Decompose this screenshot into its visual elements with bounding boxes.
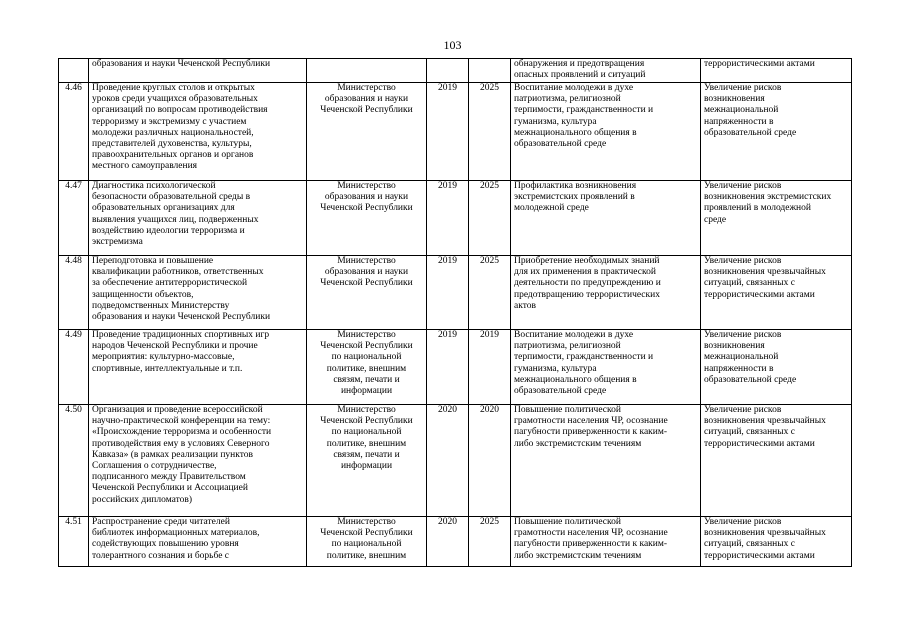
activity-cell: Переподготовка и повышение квалификации работников, ответственных за обеспечение антитеррористической защищенности объектов, подведомственных Министерству образования и науки Чеченской Республики bbox=[89, 256, 307, 330]
end-year-cell: 2025 bbox=[469, 256, 511, 330]
row-number: 4.47 bbox=[59, 181, 89, 256]
risk-cell: Увеличение рисков возникновения чрезвычайных ситуаций, связанных с террористическими актами bbox=[701, 517, 852, 567]
table-row bbox=[59, 405, 852, 517]
activity-cell: Диагностика психологической безопасности образовательной среды в образовательных организациях для выявления учащихся лиц, подверженных воздействию идеологии терроризма и экстремизма bbox=[89, 181, 307, 256]
executor-cell: Министерство образования и науки Чеченской Республики bbox=[307, 256, 427, 330]
executor-cell: Министерство образования и науки Чеченской Республики bbox=[307, 181, 427, 256]
table-row bbox=[59, 59, 852, 83]
executor-cell: Министерство образования и науки Чеченской Республики bbox=[307, 83, 427, 181]
row-number: 4.49 bbox=[59, 330, 89, 405]
result-cell: Воспитание молодежи в духе патриотизма, религиозной терпимости, гражданственности и гуманизма, культура межнационального общения в образовательной среде bbox=[511, 83, 701, 181]
end-year-cell: 2025 bbox=[469, 517, 511, 567]
page-number: 103 bbox=[443, 38, 462, 52]
table-row bbox=[59, 330, 852, 405]
activity-cell: Организация и проведение всероссийской научно-практической конференции на тему: «Происхождение терроризма и особенности противодействия ему в условиях Северного Кавказа» (в рамках реализации пунктов Соглашения о сотрудничестве, подписанного между Правительством Чеченской Республики и Ассоциацией российских дипломатов) bbox=[89, 405, 307, 517]
measures-table bbox=[58, 58, 852, 567]
end-year-cell: 2025 bbox=[469, 181, 511, 256]
start-year-cell: 2019 bbox=[427, 256, 469, 330]
start-year-cell: 2019 bbox=[427, 83, 469, 181]
result-cell: Приобретение необходимых знаний для их применения в практической деятельности по предупреждению и предотвращению террористических актов bbox=[511, 256, 701, 330]
row-number: 4.50 bbox=[59, 405, 89, 517]
executor-cell: Министерство Чеченской Республики по национальной политике, внешним bbox=[307, 517, 427, 567]
result-cell: Повышение политической грамотности населения ЧР, осознание пагубности приверженности к каким- либо экстремистским течениям bbox=[511, 517, 701, 567]
result-cell: Воспитание молодежи в духе патриотизма, религиозной терпимости, гражданственности и гуманизма, культура межнационального общения в образовательной среде bbox=[511, 330, 701, 405]
end-year-cell: 2025 bbox=[469, 83, 511, 181]
start-year-cell bbox=[427, 59, 469, 83]
row-number: 4.48 bbox=[59, 256, 89, 330]
start-year-cell: 2019 bbox=[427, 330, 469, 405]
activity-cell: Распространение среди читателей библиотек информационных материалов, содействующих повышению уровня толерантного сознания и борьбе с bbox=[89, 517, 307, 567]
risk-cell: Увеличение рисков возникновения экстремистских проявлений в молодежной среде bbox=[701, 181, 852, 256]
row-number: 4.46 bbox=[59, 83, 89, 181]
table-row bbox=[59, 517, 852, 567]
risk-cell: Увеличение рисков возникновения чрезвычайных ситуаций, связанных с террористическими актами bbox=[701, 256, 852, 330]
risk-cell: Увеличение рисков возникновения межнациональной напряженности в образовательной среде bbox=[701, 83, 852, 181]
table-row bbox=[59, 181, 852, 256]
table-row bbox=[59, 256, 852, 330]
result-cell: обнаружения и предотвращения опасных проявлений и ситуаций bbox=[511, 59, 701, 83]
row-number bbox=[59, 59, 89, 83]
executor-cell: Министерство Чеченской Республики по национальной политике, внешним связям, печати и информации bbox=[307, 405, 427, 517]
end-year-cell bbox=[469, 59, 511, 83]
row-number: 4.51 bbox=[59, 517, 89, 567]
activity-cell: Проведение круглых столов и открытых уроков среди учащихся образовательных организаций по вопросам противодействия терроризму и экстремизму с участием молодежи различных национальностей, представителей духовенства, культуры, правоохранительных органов и органов местного самоуправления bbox=[89, 83, 307, 181]
executor-cell: Министерство Чеченской Республики по национальной политике, внешним связям, печати и информации bbox=[307, 330, 427, 405]
result-cell: Профилактика возникновения экстремистских проявлений в молодежной среде bbox=[511, 181, 701, 256]
table-row bbox=[59, 83, 852, 181]
risk-cell: Увеличение рисков возникновения чрезвычайных ситуаций, связанных с террористическими актами bbox=[701, 405, 852, 517]
activity-cell: образования и науки Чеченской Республики bbox=[89, 59, 307, 83]
start-year-cell: 2020 bbox=[427, 405, 469, 517]
end-year-cell: 2019 bbox=[469, 330, 511, 405]
risk-cell: Увеличение рисков возникновения межнациональной напряженности в образовательной среде bbox=[701, 330, 852, 405]
activity-cell: Проведение традиционных спортивных игр народов Чеченской Республики и прочие мероприятия: культурно-массовые, спортивные, интеллектуальные и т.п. bbox=[89, 330, 307, 405]
end-year-cell: 2020 bbox=[469, 405, 511, 517]
start-year-cell: 2019 bbox=[427, 181, 469, 256]
start-year-cell: 2020 bbox=[427, 517, 469, 567]
result-cell: Повышение политической грамотности населения ЧР, осознание пагубности приверженности к каким- либо экстремистским течениям bbox=[511, 405, 701, 517]
risk-cell: террористическими актами bbox=[701, 59, 852, 83]
executor-cell bbox=[307, 59, 427, 83]
